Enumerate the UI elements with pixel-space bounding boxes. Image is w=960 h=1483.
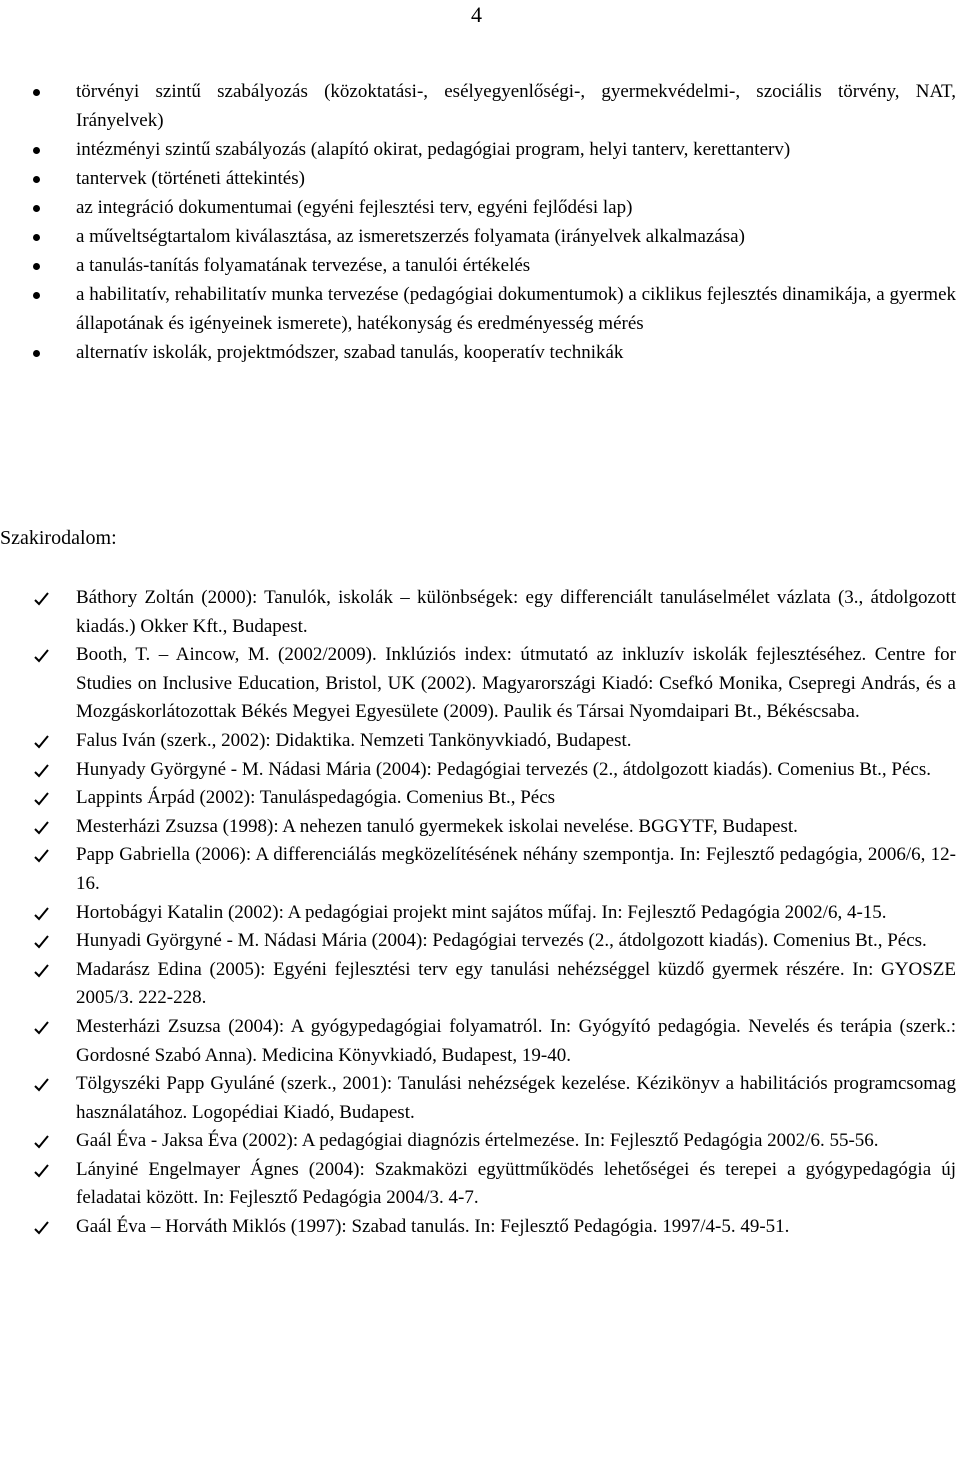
checkmark-icon: [34, 821, 49, 835]
reference-item: [24, 813, 956, 842]
list-item-text: intézményi szintű szabályozás (alapító okirat, pedagógiai program, helyi tanterv, kerettanterv): [76, 139, 791, 160]
reference-text: Hunyadi Györgyné - M. Nádasi Mária (2004): Pedagógiai tervezés (2., átdolgozott kiadás). Comenius Bt., Pécs.: [76, 930, 927, 952]
checkmark-icon: [34, 1164, 49, 1178]
reference-text: Lányiné Engelmayer Ágnes (2004): Szakmaközi együttműködés lehetőségei és terepei a gyógypedagógia új feladatai között. In: Fejlesztő Pedagógia 2004/3. 4-7.: [76, 1158, 956, 1209]
reference-item: [24, 956, 956, 1013]
bullet-icon: [33, 176, 40, 183]
bullet-icon: [33, 89, 40, 96]
checkmark-icon: [34, 964, 49, 978]
reference-item: [24, 784, 956, 813]
checkmark-icon: [34, 935, 49, 949]
reference-item: [24, 1156, 956, 1213]
bullet-icon: [33, 263, 40, 270]
bullet-icon: [33, 147, 40, 154]
reference-text: Papp Gabriella (2006): A differenciálás megközelítésének néhány szempontja. In: Fejlesztő pedagógia, 2006/6, 12-16.: [76, 844, 956, 894]
list-item: [24, 338, 956, 367]
list-item: [24, 193, 956, 222]
reference-item: [24, 1213, 956, 1242]
reference-text: Madarász Edina (2005): Egyéni fejlesztési terv egy tanulási nehézséggel küzdő gyermek részére. In: GYOSZE 2005/3. 222-228.: [76, 958, 956, 1009]
bullet-icon: [33, 292, 40, 299]
reference-item: [24, 727, 956, 756]
list-item: [24, 280, 956, 338]
list-item-text: tantervek (történeti áttekintés): [76, 168, 305, 189]
reference-item: [24, 584, 956, 641]
reference-text: Booth, T. – Aincow, M. (2002/2009). Inklúziós index: útmutató az inkluzív iskolák fejlesztéséhez. Centre for Studies on Inclusive Education, Bristol, UK (2002). Magyarországi Kiadó: Csefkó Monika, Csepregi András, és a Mozgáskorlátozottak Békés Megyei Egyesülete (2009). Paulik és Társai Nyomdaipari Bt., Békéscsaba.: [76, 644, 956, 723]
checkmark-icon: [34, 1078, 49, 1092]
checkmark-icon: [34, 1221, 49, 1235]
checkmark-icon: [34, 792, 49, 806]
checkmark-icon: [34, 735, 49, 749]
reference-item: [24, 899, 956, 928]
reference-item: [24, 927, 956, 956]
checkmark-icon: [34, 764, 49, 778]
reference-item: [24, 1013, 956, 1070]
bullet-icon: [33, 234, 40, 241]
reference-text: Mesterházi Zsuzsa (2004): A gyógypedagógiai folyamatról. In: Gyógyító pedagógia. Nevelés és terápia (szerk.: Gordosné Szabó Anna). Medicina Könyvkiadó, Budapest, 19-40.: [76, 1015, 956, 1066]
topic-list: [24, 77, 956, 367]
list-item-text: a habilitatív, rehabilitatív munka tervezése (pedagógiai dokumentumok) a ciklikus fejlesztés dinamikája, a gyermek állapotának és igényeinek ismerete), hatékonyság és eredményesség mérés: [76, 284, 956, 334]
reference-item: [24, 641, 956, 727]
list-item: [24, 77, 956, 135]
page-number: 4: [471, 2, 482, 27]
reference-text: Tölgyszéki Papp Gyuláné (szerk., 2001): Tanulási nehézségek kezelése. Kézikönyv a habilitációs programcsomag használatához. Logopédiai Kiadó, Budapest.: [76, 1073, 956, 1123]
reference-item: [24, 1070, 956, 1127]
list-item-text: alternatív iskolák, projektmódszer, szabad tanulás, kooperatív technikák: [76, 342, 624, 363]
checkmark-icon: [34, 1135, 49, 1149]
reference-list: [24, 584, 956, 1242]
reference-text: Gaál Éva – Horváth Miklós (1997): Szabad tanulás. In: Fejlesztő Pedagógia. 1997/4-5. 49-51.: [76, 1216, 790, 1238]
list-item-text: a tanulás-tanítás folyamatának tervezése, a tanulói értékelés: [76, 255, 531, 276]
bullet-icon: [33, 350, 40, 357]
reference-item: [24, 1127, 956, 1156]
reference-text: Lappints Árpád (2002): Tanuláspedagógia. Comenius Bt., Pécs: [76, 787, 556, 809]
checkmark-icon: [34, 907, 49, 921]
reference-text: Falus Iván (szerk., 2002): Didaktika. Nemzeti Tankönyvkiadó, Budapest.: [76, 729, 632, 751]
reference-text: Gaál Éva - Jaksa Éva (2002): A pedagógiai diagnózis értelmezése. In: Fejlesztő Pedagógia 2002/6. 55-56.: [76, 1130, 879, 1152]
reference-text: Hunyady Györgyné - M. Nádasi Mária (2004): Pedagógiai tervezés (2., átdolgozott kiadás). Comenius Bt., Pécs.: [76, 758, 931, 780]
list-item-text: a műveltségtartalom kiválasztása, az ismeretszerzés folyamata (irányelvek alkalmazása): [76, 226, 745, 247]
checkmark-icon: [34, 1021, 49, 1035]
bibliography-heading: Szakirodalom:: [0, 527, 117, 549]
reference-item: [24, 756, 956, 785]
list-item: [24, 164, 956, 193]
list-item: [24, 222, 956, 251]
reference-text: Hortobágyi Katalin (2002): A pedagógiai projekt mint sajátos műfaj. In: Fejlesztő Pedagógia 2002/6, 4-15.: [76, 901, 887, 923]
list-item-text: törvényi szintű szabályozás (közoktatási-, esélyegyenlőségi-, gyermekvédelmi-, szociális törvény, NAT, Irányelvek): [76, 81, 956, 131]
checkmark-icon: [34, 849, 49, 863]
reference-text: Báthory Zoltán (2000): Tanulók, iskolák – különbségek: egy differenciált tanuláselmélet vázlata (3., átdolgozott kiadás.) Okker Kft., Budapest.: [76, 587, 956, 637]
checkmark-icon: [34, 592, 49, 606]
reference-item: [24, 841, 956, 898]
list-item-text: az integráció dokumentumai (egyéni fejlesztési terv, egyéni fejlődési lap): [76, 197, 633, 218]
bullet-icon: [33, 205, 40, 212]
checkmark-icon: [34, 649, 49, 663]
reference-text: Mesterházi Zsuzsa (1998): A nehezen tanuló gyermekek iskolai nevelése. BGGYTF, Budapest.: [76, 815, 798, 837]
list-item: [24, 251, 956, 280]
list-item: [24, 135, 956, 164]
